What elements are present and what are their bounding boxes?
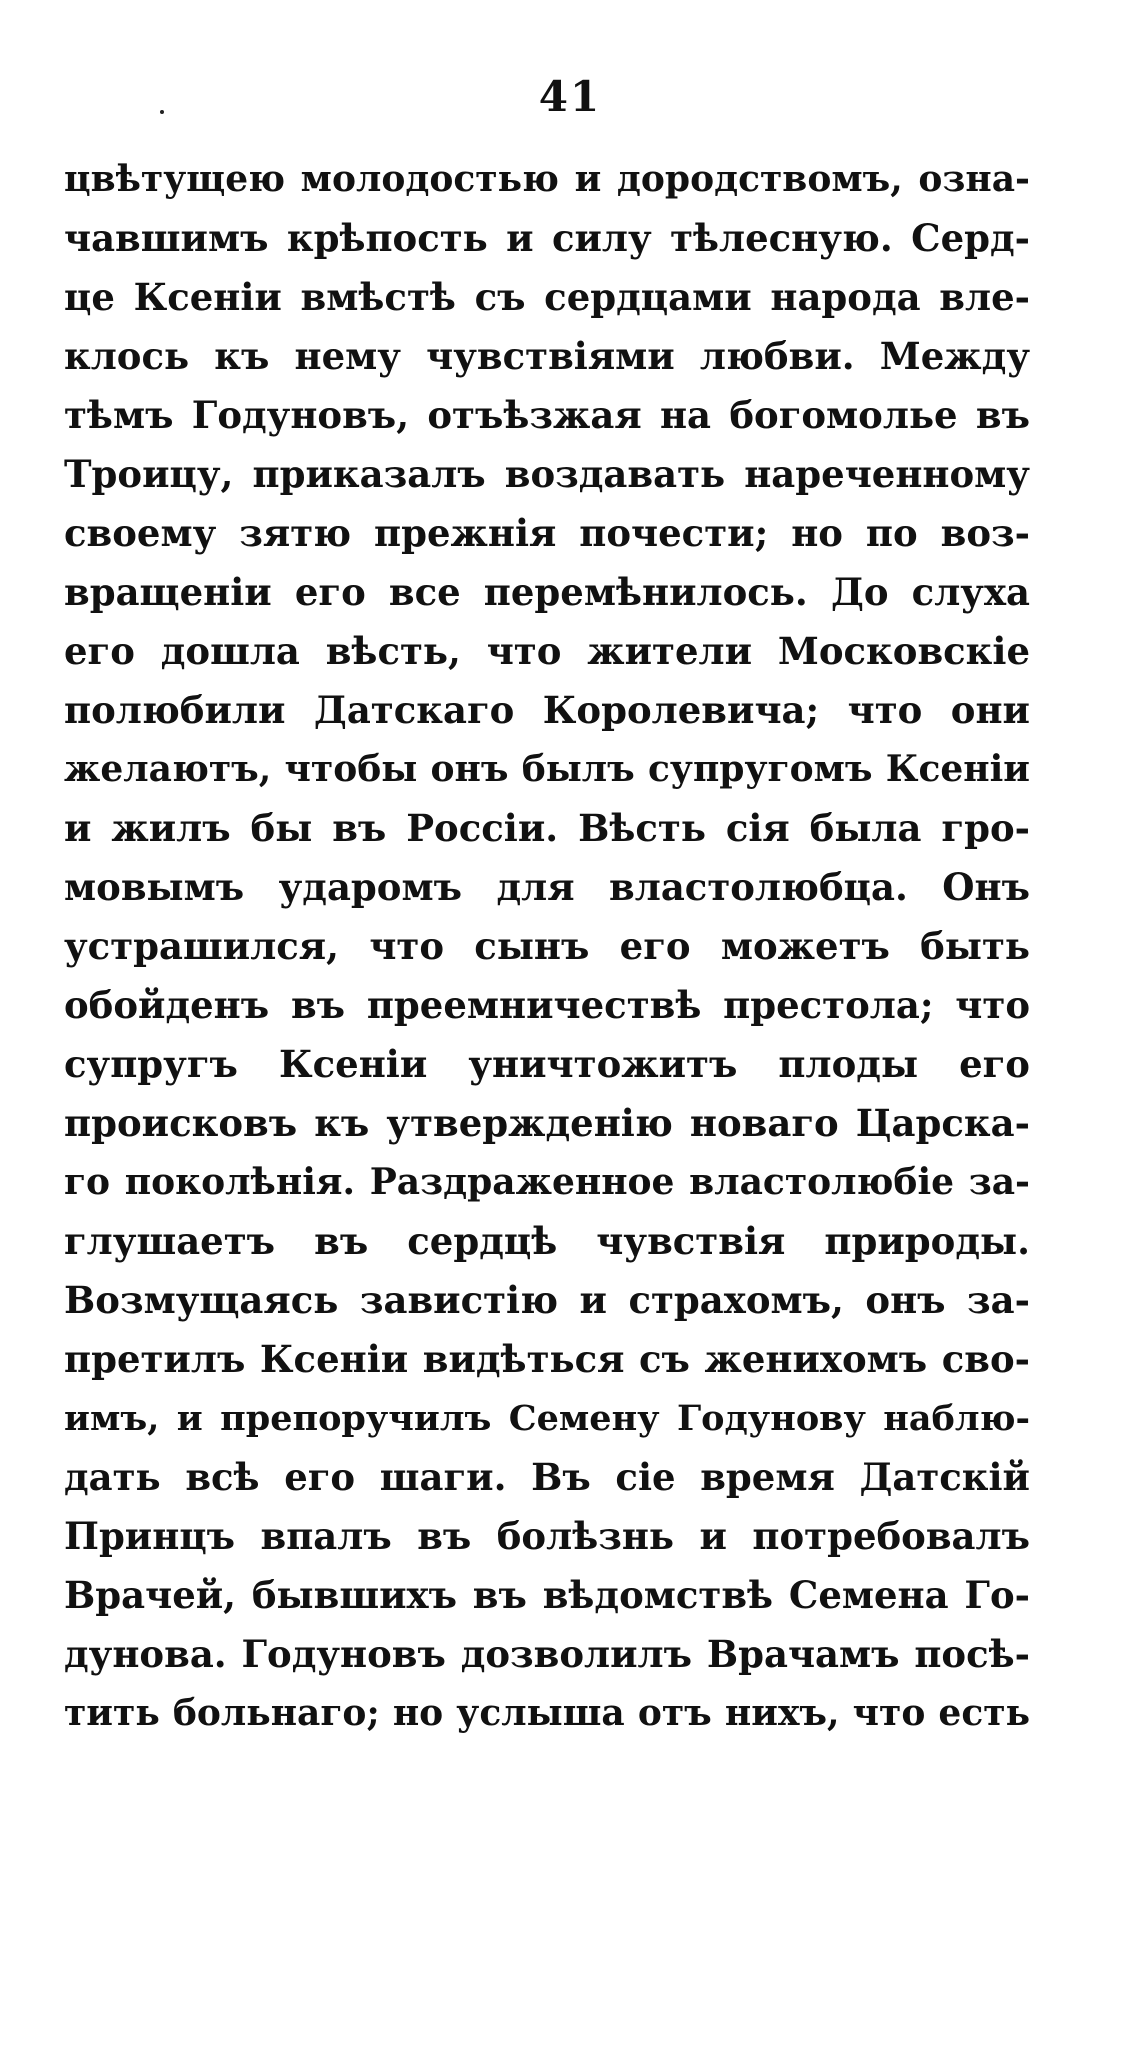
text-line: устрашился, что сынъ его можетъ быть — [64, 924, 1030, 968]
text-line: тѣмъ Годуновъ, отъѣзжая на богомолье въ — [64, 393, 1030, 437]
text-line: супругъ Ксеніи уничтожитъ плоды его — [64, 1042, 1030, 1086]
text-line: це Ксеніи вмѣстѣ съ сердцами народа вле- — [64, 275, 1030, 319]
text-line: дать всѣ его шаги. Въ сіе время Датскій — [64, 1455, 1030, 1499]
text-line: полюбили Датскаго Королевича; что они — [64, 688, 1030, 732]
text-line: тить больнаго; но услыша отъ нихъ, что есть — [64, 1692, 1030, 1734]
text-line: Врачей, бывшихъ въ вѣдомствѣ Семена Го- — [64, 1573, 1030, 1617]
page-number: 41 — [538, 72, 602, 121]
text-line: Троицу, приказалъ воздавать нареченному — [64, 452, 1030, 496]
text-line: цвѣтущею молодостью и дородствомъ, озна- — [64, 158, 1030, 200]
text-line: мовымъ ударомъ для властолюбца. Онъ — [64, 865, 1030, 909]
text-line: своему зятю прежнія почести; но по воз- — [64, 511, 1030, 555]
text-line: Возмущаясь завистію и страхомъ, онъ за- — [64, 1278, 1030, 1322]
text-line: желаютъ, чтобы онъ былъ супругомъ Ксеніи — [64, 748, 1030, 790]
body-text — [64, 150, 1030, 1743]
text-line: вращеніи его все перемѣнилось. До слуха — [64, 570, 1030, 614]
text-line: его дошла вѣсть, что жители Московскіе — [64, 629, 1030, 673]
text-line: обойденъ въ преемничествѣ престола; что — [64, 983, 1030, 1027]
text-line: чавшимъ крѣпость и силу тѣлесную. Серд- — [64, 216, 1030, 260]
text-line: дунова. Годуновъ дозволилъ Врачамъ посѣ- — [64, 1632, 1030, 1676]
text-line: происковъ къ утвержденію новаго Царска- — [64, 1101, 1030, 1145]
text-line: го поколѣнія. Раздраженное властолюбіе за- — [64, 1161, 1030, 1203]
text-line: глушаетъ въ сердцѣ чувствія природы. — [64, 1219, 1030, 1263]
text-line: имъ, и препоручилъ Семену Годунову наблю- — [64, 1398, 1030, 1439]
text-line: клось къ нему чувствіями любви. Между — [64, 334, 1030, 378]
text-line: Принцъ впалъ въ болѣзнь и потребовалъ — [64, 1514, 1030, 1558]
text-line: и жилъ бы въ Россіи. Вѣсть сія была гро- — [64, 806, 1030, 850]
text-line: претилъ Ксеніи видѣться съ женихомъ сво- — [64, 1337, 1030, 1381]
